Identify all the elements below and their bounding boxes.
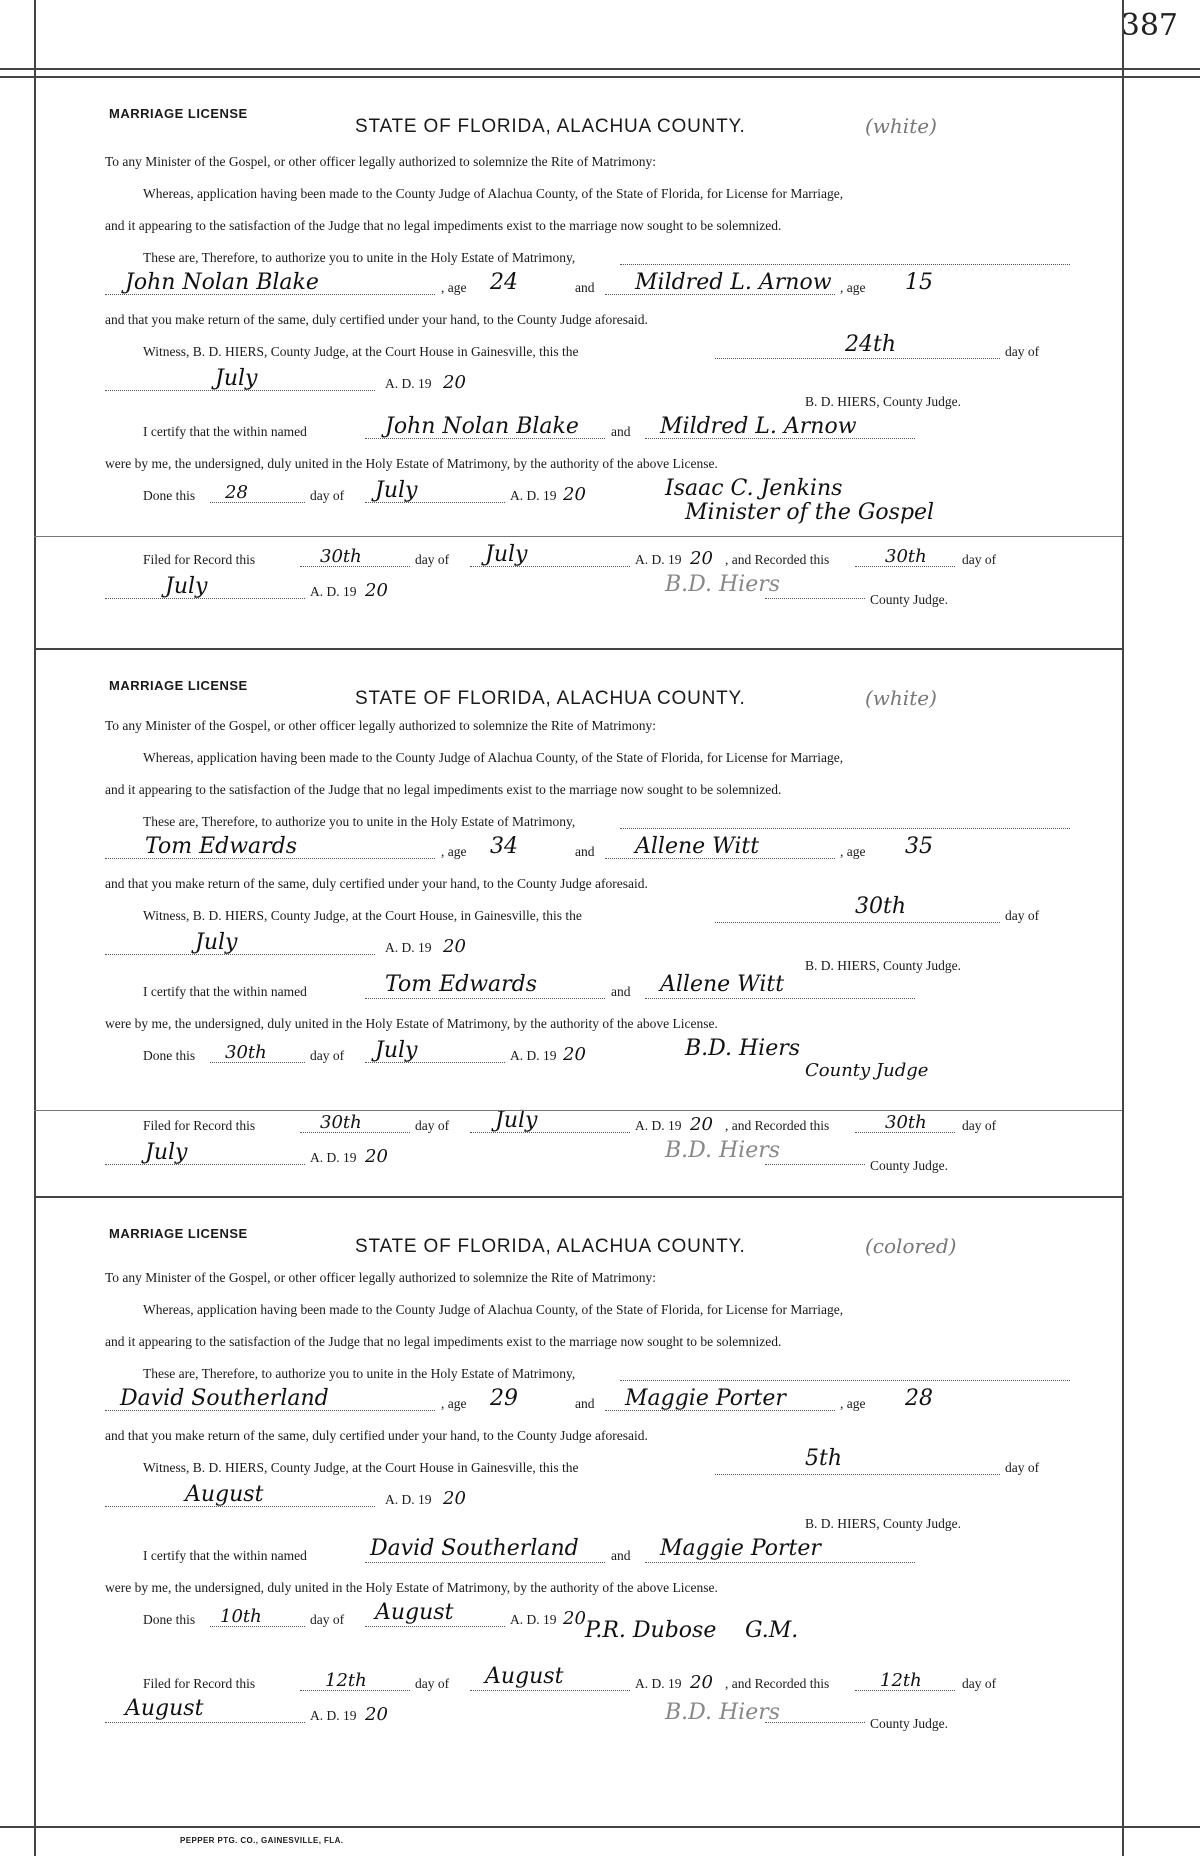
judge-title: B. D. HIERS, County Judge. xyxy=(805,958,962,973)
judge-signature: B.D. Hiers xyxy=(665,1700,781,1725)
recorded-month: August xyxy=(125,1696,204,1721)
filed-year: 20 xyxy=(690,1114,713,1135)
race-note: (colored) xyxy=(865,1234,957,1258)
united-clause: were by me, the undersigned, duly united in the Holy Estate of Matrimony, by the authority of the above License. xyxy=(105,456,718,471)
bride-age: 15 xyxy=(905,270,933,295)
filed-day: 12th xyxy=(325,1670,367,1691)
done-month: July xyxy=(375,478,418,503)
filed-year: 20 xyxy=(690,548,713,569)
state-title: STATE OF FLORIDA, ALACHUA COUNTY. xyxy=(355,1236,746,1257)
recorded-day: 12th xyxy=(880,1670,922,1691)
minister-address: To any Minister of the Gospel, or other officer legally authorized to solemnize the Rite of Matrimony: xyxy=(105,718,657,733)
recorded-month: July xyxy=(165,574,208,599)
witness-month: July xyxy=(215,366,258,391)
certify-groom: John Nolan Blake xyxy=(385,414,579,439)
recorded-year: 20 xyxy=(365,1146,388,1167)
officiant-signature: Isaac C. Jenkins xyxy=(665,476,843,501)
return-clause: and that you make return of the same, duly certified under your hand, to the County Judge aforesaid. xyxy=(105,876,648,891)
recorded-year: 20 xyxy=(365,1704,388,1725)
officiant-title: G.M. xyxy=(745,1618,799,1643)
authorize-clause: These are, Therefore, to authorize you to unite in the Holy Estate of Matrimony, xyxy=(143,814,576,829)
recorded-month: July xyxy=(145,1140,188,1165)
groom-age: 29 xyxy=(490,1386,518,1411)
witness-clause: Witness, B. D. HIERS, County Judge, at the Court House, in Gainesville, this the xyxy=(143,908,582,923)
judge-signature: B.D. Hiers xyxy=(665,1138,781,1163)
done-day: 10th xyxy=(220,1606,262,1627)
done-day: 30th xyxy=(225,1042,267,1063)
witness-day: 30th xyxy=(855,894,907,919)
officiant-title: County Judge xyxy=(805,1060,929,1081)
top-rule xyxy=(0,68,1200,70)
certify-bride: Maggie Porter xyxy=(660,1536,821,1561)
printer-imprint: PEPPER PTG. CO., GAINESVILLE, FLA. xyxy=(180,1836,344,1845)
filed-day: 30th xyxy=(320,1112,362,1133)
witness-year: 20 xyxy=(443,372,466,393)
officiant-title: Minister of the Gospel xyxy=(685,500,935,525)
filed-year: 20 xyxy=(690,1672,713,1693)
license-heading: MARRIAGE LICENSE xyxy=(109,1226,248,1241)
race-note: (white) xyxy=(865,114,937,138)
marriage-license-3: MARRIAGE LICENSE STATE OF FLORIDA, ALACHUA COUNTY. (colored) To any Minister of the Gospel, or other officer legally authorized to solemnize the Rite of Matrimony: Whereas, application having been made to the County Judge of Alachua County, of the State of Florida, for License for Marriage, and it appearing to the satisfaction of the Judge that no legal impediments exist to the marriage now sought to be solemnized. These are, Therefore, to authorize you to unite in the Holy Estate of Matrimony, David Southerland , age 29 and Maggie Porter , age 28 and that you make return of the same, duly certified under your hand, to the County Judge aforesaid. Witness, B. D. HIERS, County Judge, at the Court House in Gainesville, this the 5th day of August A. D. 19 20 B. D. HIERS, County Judge. I certify that the within named David Southerland and Maggie Porter were by me, the undersigned, duly united in the Holy Estate of Matrimony, by the authority of the above License. Done this 10th day of August A. D. 19 20 P.R. Dubose G.M. Filed for Record this 12th day of August A. D. 19 20 , and Recorded this 12th day of August A. D. 19 20 B.D. Hiers County Judge. xyxy=(105,1226,1070,1786)
done-month: July xyxy=(375,1038,418,1063)
page-number: 387 xyxy=(1120,8,1178,43)
done-year: 20 xyxy=(563,1044,586,1065)
done-year: 20 xyxy=(563,484,586,505)
marriage-license-1: MARRIAGE LICENSE STATE OF FLORIDA, ALACHUA COUNTY. (white) To any Minister of the Gospel, or other officer legally authorized to solemnize the Rite of Matrimony: Whereas, application having been made to the County Judge of Alachua County, of the State of Florida, for License for Marriage, and it appearing to the satisfaction of the Judge that no legal impediments exist to the marriage now sought to be solemnized. These are, Therefore, to authorize you to unite in the Holy Estate of Matrimony, John Nolan Blake , age 24 and Mildred L. Arnow , age 15 and that you make return of the same, duly certified under your hand, to the County Judge aforesaid. Witness, B. D. HIERS, County Judge, at the Court House in Gainesville, this the 24th day of July A. D. 19 20 B. D. HIERS, County Judge. I certify that the within named John Nolan Blake and Mildred L. Arnow were by me, the undersigned, duly united in the Holy Estate of Matrimony, by the authority of the above License. Done this 28 day of July A. D. 19 20 Isaac C. Jenkins Minister of the Gospel Filed for Record this 30th day of July A. D. 19 20 , and Recorded this 30th day of July A. D. 19 20 B.D. Hiers County Judge. xyxy=(105,106,1070,666)
return-clause: and that you make return of the same, duly certified under your hand, to the County Judge aforesaid. xyxy=(105,312,648,327)
groom-age: 24 xyxy=(490,270,518,295)
officiant-signature: P.R. Dubose xyxy=(585,1618,717,1643)
filed-month: July xyxy=(495,1108,538,1133)
bride-name: Allene Witt xyxy=(635,834,760,859)
witness-year: 20 xyxy=(443,936,466,957)
groom-age: 34 xyxy=(490,834,518,859)
groom-name: Tom Edwards xyxy=(145,834,298,859)
judge-title: B. D. HIERS, County Judge. xyxy=(805,394,962,409)
license-heading: MARRIAGE LICENSE xyxy=(109,678,248,693)
minister-address: To any Minister of the Gospel, or other officer legally authorized to solemnize the Rite of Matrimony: xyxy=(105,154,657,169)
race-note: (white) xyxy=(865,686,937,710)
groom-name: David Southerland xyxy=(120,1386,329,1411)
appearing-clause: and it appearing to the satisfaction of the Judge that no legal impediments exist to the marriage now sought to be solemnized. xyxy=(105,218,782,233)
done-day: 28 xyxy=(225,482,248,503)
filed-day: 30th xyxy=(320,546,362,567)
done-month: August xyxy=(375,1600,454,1625)
bottom-rule xyxy=(0,1826,1200,1828)
witness-clause: Witness, B. D. HIERS, County Judge, at the Court House in Gainesville, this the xyxy=(143,344,579,359)
top-rule-2 xyxy=(0,76,1200,78)
state-title: STATE OF FLORIDA, ALACHUA COUNTY. xyxy=(355,688,746,709)
whereas-clause: Whereas, application having been made to the County Judge of Alachua County, of the State of Florida, for License for Marriage, xyxy=(143,1302,844,1317)
done-year: 20 xyxy=(563,1608,586,1629)
witness-clause: Witness, B. D. HIERS, County Judge, at the Court House in Gainesville, this the xyxy=(143,1460,579,1475)
witness-day: 5th xyxy=(805,1446,843,1471)
filed-month: July xyxy=(485,542,528,567)
witness-day: 24th xyxy=(845,332,897,357)
license-heading: MARRIAGE LICENSE xyxy=(109,106,248,121)
groom-name: John Nolan Blake xyxy=(125,270,319,295)
state-title: STATE OF FLORIDA, ALACHUA COUNTY. xyxy=(355,116,746,137)
left-margin-rule xyxy=(34,0,36,1856)
minister-address: To any Minister of the Gospel, or other officer legally authorized to solemnize the Rite of Matrimony: xyxy=(105,1270,657,1285)
return-clause: and that you make return of the same, duly certified under your hand, to the County Judge aforesaid. xyxy=(105,1428,648,1443)
certify-bride: Mildred L. Arnow xyxy=(660,414,857,439)
bride-name: Maggie Porter xyxy=(625,1386,786,1411)
certify-groom: Tom Edwards xyxy=(385,972,538,997)
bride-age: 28 xyxy=(905,1386,933,1411)
officiant-signature: B.D. Hiers xyxy=(685,1036,801,1061)
certify-groom: David Southerland xyxy=(370,1536,579,1561)
recorded-day: 30th xyxy=(885,546,927,567)
witness-year: 20 xyxy=(443,1488,466,1509)
right-margin-rule xyxy=(1122,0,1124,1856)
united-clause: were by me, the undersigned, duly united in the Holy Estate of Matrimony, by the authority of the above License. xyxy=(105,1016,718,1031)
witness-month: July xyxy=(195,930,238,955)
recorded-day: 30th xyxy=(885,1112,927,1133)
bride-age: 35 xyxy=(905,834,933,859)
authorize-clause: These are, Therefore, to authorize you to unite in the Holy Estate of Matrimony, xyxy=(143,250,576,265)
certify-bride: Allene Witt xyxy=(660,972,785,997)
recorded-year: 20 xyxy=(365,580,388,601)
witness-month: August xyxy=(185,1482,264,1507)
appearing-clause: and it appearing to the satisfaction of the Judge that no legal impediments exist to the marriage now sought to be solemnized. xyxy=(105,1334,782,1349)
whereas-clause: Whereas, application having been made to the County Judge of Alachua County, of the State of Florida, for License for Marriage, xyxy=(143,750,844,765)
authorize-clause: These are, Therefore, to authorize you to unite in the Holy Estate of Matrimony, xyxy=(143,1366,576,1381)
bride-name: Mildred L. Arnow xyxy=(635,270,832,295)
marriage-license-2: MARRIAGE LICENSE STATE OF FLORIDA, ALACHUA COUNTY. (white) To any Minister of the Gospel, or other officer legally authorized to solemnize the Rite of Matrimony: Whereas, application having been made to the County Judge of Alachua County, of the State of Florida, for License for Marriage, and it appearing to the satisfaction of the Judge that no legal impediments exist to the marriage now sought to be solemnized. These are, Therefore, to authorize you to unite in the Holy Estate of Matrimony, Tom Edwards , age 34 and Allene Witt , age 35 and that you make return of the same, duly certified under your hand, to the County Judge aforesaid. Witness, B. D. HIERS, County Judge, at the Court House, in Gainesville, this the 30th day of July A. D. 19 20 B. D. HIERS, County Judge. I certify that the within named Tom Edwards and Allene Witt were by me, the undersigned, duly united in the Holy Estate of Matrimony, by the authority of the above License. Done this 30th day of July A. D. 19 20 B.D. Hiers County Judge Filed for Record this 30th day of July A. D. 19 20 , and Recorded this 30th day of July A. D. 19 20 B.D. Hiers County Judge. xyxy=(105,678,1070,1238)
filed-month: August xyxy=(485,1664,564,1689)
judge-signature: B.D. Hiers xyxy=(665,572,781,597)
whereas-clause: Whereas, application having been made to the County Judge of Alachua County, of the State of Florida, for License for Marriage, xyxy=(143,186,844,201)
united-clause: were by me, the undersigned, duly united in the Holy Estate of Matrimony, by the authority of the above License. xyxy=(105,1580,718,1595)
judge-title: B. D. HIERS, County Judge. xyxy=(805,1516,962,1531)
appearing-clause: and it appearing to the satisfaction of the Judge that no legal impediments exist to the marriage now sought to be solemnized. xyxy=(105,782,782,797)
